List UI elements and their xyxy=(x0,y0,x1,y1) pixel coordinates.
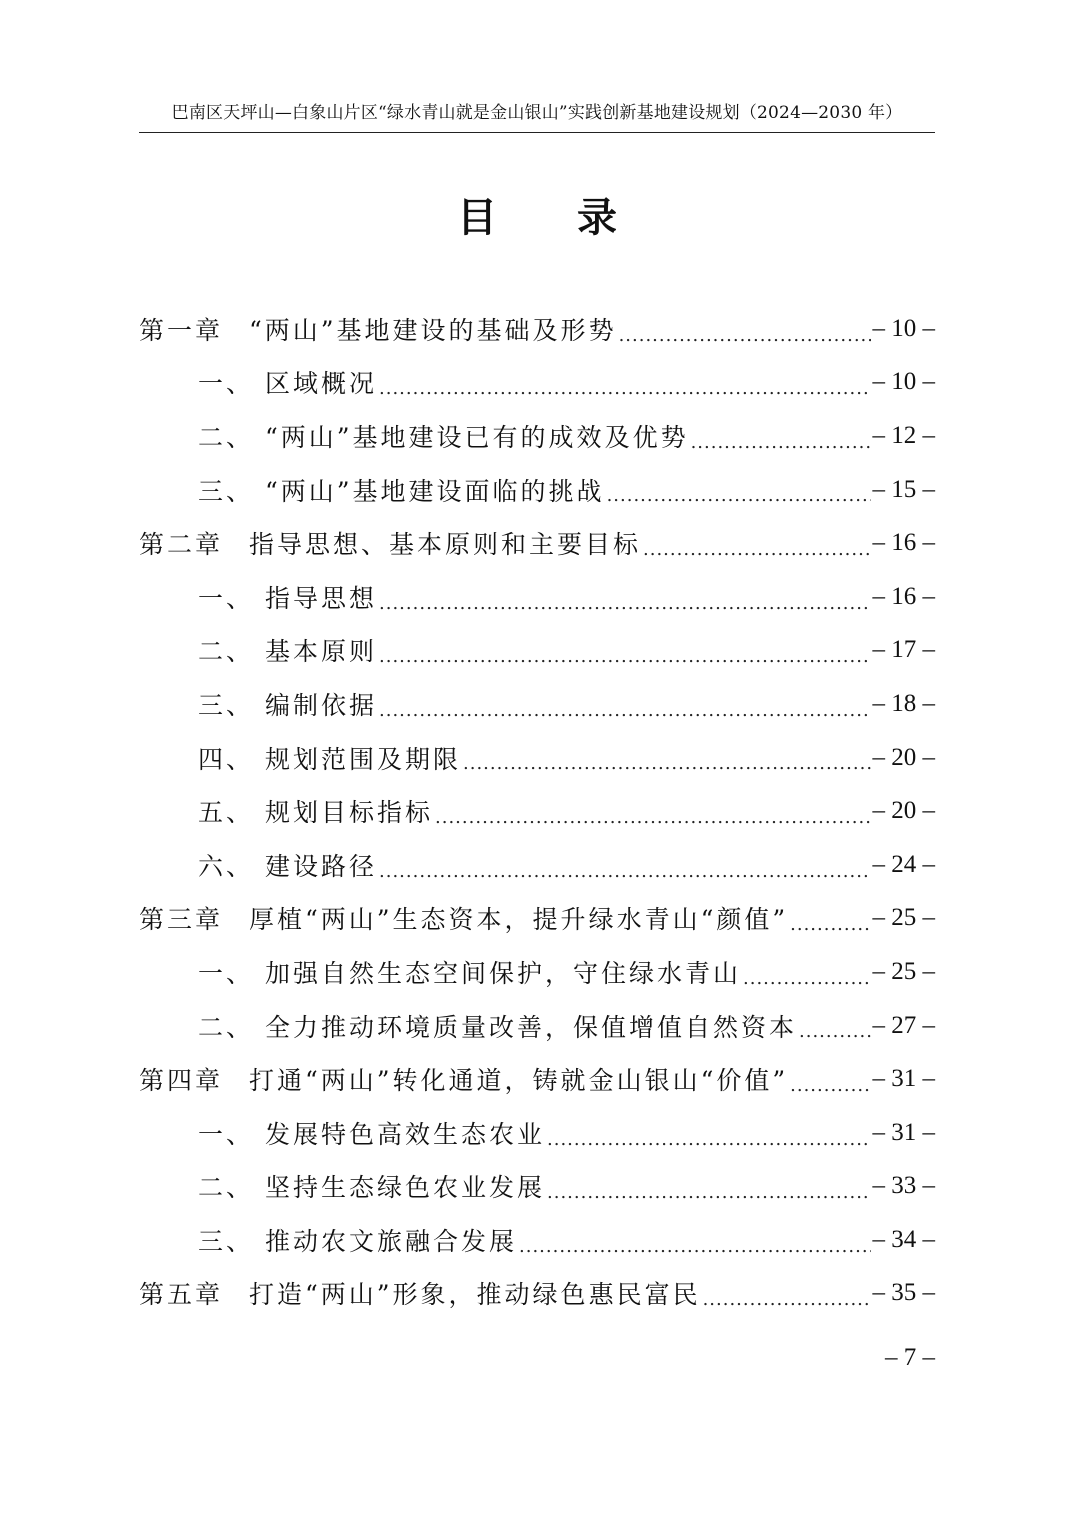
toc-section-entry[interactable] xyxy=(139,624,935,678)
toc-entry-title: “两山”基地建设面临的挑战 xyxy=(265,476,605,506)
toc-entry-page: – 27 – xyxy=(872,1011,935,1039)
toc-dot-leader xyxy=(435,808,870,838)
toc-entry-number: 一、 xyxy=(198,583,255,613)
toc-entry-number: 五、 xyxy=(198,798,255,828)
toc-entry-number: 二、 xyxy=(198,1012,255,1042)
toc-dot-leader xyxy=(691,433,871,463)
toc-entry-page: – 18 – xyxy=(872,689,935,717)
toc-entry-number: 一、 xyxy=(198,958,255,988)
toc-dot-leader xyxy=(379,594,870,624)
toc-title: 目 录 xyxy=(457,194,617,241)
toc-entry-title: 坚持生态绿色农业发展 xyxy=(265,1173,546,1203)
toc-dot-leader xyxy=(799,1022,870,1052)
toc-entry-page: – 16 – xyxy=(872,529,935,557)
toc-entry-title: “两山”基地建设已有的成效及优势 xyxy=(265,422,689,452)
toc-entry-number: 三、 xyxy=(198,476,255,506)
toc-dot-leader xyxy=(619,326,871,356)
toc-section-entry[interactable] xyxy=(139,463,935,517)
toc-entry-number: 二、 xyxy=(198,422,255,452)
table-of-contents xyxy=(139,302,935,1320)
toc-dot-leader xyxy=(547,1130,870,1160)
toc-dot-leader xyxy=(607,486,871,516)
toc-dot-leader xyxy=(643,540,870,570)
toc-entry-title: 编制依据 xyxy=(265,690,378,720)
toc-entry-number: 三、 xyxy=(198,690,255,720)
toc-dot-leader xyxy=(379,379,870,409)
toc-entry-page: – 20 – xyxy=(872,743,935,771)
toc-entry-number: 第三章 xyxy=(139,905,224,935)
toc-dot-leader xyxy=(743,969,870,999)
toc-section-entry[interactable] xyxy=(139,356,935,410)
toc-entry-page: – 10 – xyxy=(872,314,935,342)
toc-entry-page: – 33 – xyxy=(872,1172,935,1200)
page-number: – 7 – xyxy=(885,1344,935,1371)
toc-section-entry[interactable] xyxy=(139,1160,935,1214)
toc-entry-title: 加强自然生态空间保护，守住绿水青山 xyxy=(265,958,742,988)
toc-dot-leader xyxy=(463,754,870,784)
toc-entry-page: – 12 – xyxy=(872,421,935,449)
toc-entry-page: – 25 – xyxy=(872,957,935,985)
running-header: 巴南区天坪山—白象山片区“绿水青山就是金山银山”实践创新基地建设规划（2024—2030 年） xyxy=(139,100,935,133)
toc-chapter-entry[interactable] xyxy=(139,516,935,570)
toc-dot-leader xyxy=(519,1237,870,1267)
toc-section-entry[interactable] xyxy=(139,677,935,731)
toc-dot-leader xyxy=(379,862,870,892)
toc-entry-title: 基本原则 xyxy=(265,637,378,667)
toc-chapter-entry[interactable] xyxy=(139,302,935,356)
toc-entry-page: – 17 – xyxy=(872,636,935,664)
toc-entry-page: – 35 – xyxy=(872,1279,935,1307)
toc-entry-page: – 31 – xyxy=(872,1118,935,1146)
toc-dot-leader xyxy=(379,647,870,677)
toc-entry-title: “两山”基地建设的基础及形势 xyxy=(249,315,617,345)
toc-entry-title: 打造“两山”形象，推动绿色惠民富民 xyxy=(249,1280,701,1310)
toc-dot-leader xyxy=(703,1290,871,1320)
toc-section-entry[interactable] xyxy=(139,1213,935,1267)
toc-section-entry[interactable] xyxy=(139,784,935,838)
toc-entry-title: 发展特色高效生态农业 xyxy=(265,1119,546,1149)
toc-entry-title: 区域概况 xyxy=(265,369,378,399)
toc-section-entry[interactable] xyxy=(139,570,935,624)
toc-section-entry[interactable] xyxy=(139,1106,935,1160)
toc-entry-page: – 16 – xyxy=(872,582,935,610)
toc-entry-page: – 10 – xyxy=(872,368,935,396)
toc-dot-leader xyxy=(790,915,870,945)
toc-entry-page: – 15 – xyxy=(872,475,935,503)
toc-entry-title: 推动农文旅融合发展 xyxy=(265,1226,518,1256)
toc-entry-number: 一、 xyxy=(198,369,255,399)
toc-entry-number: 六、 xyxy=(198,851,255,881)
toc-entry-title: 规划范围及期限 xyxy=(265,744,462,774)
toc-chapter-entry[interactable] xyxy=(139,1052,935,1106)
toc-section-entry[interactable] xyxy=(139,409,935,463)
toc-chapter-entry[interactable] xyxy=(139,892,935,946)
toc-entry-page: – 25 – xyxy=(872,904,935,932)
toc-section-entry[interactable] xyxy=(139,945,935,999)
toc-entry-title: 厚植“两山”生态资本，提升绿水青山“颜值” xyxy=(249,905,789,935)
toc-entry-number: 第五章 xyxy=(139,1280,224,1310)
toc-entry-title: 全力推动环境质量改善，保值增值自然资本 xyxy=(265,1012,798,1042)
toc-entry-page: – 24 – xyxy=(872,850,935,878)
toc-entry-title: 规划目标指标 xyxy=(265,798,434,828)
toc-section-entry[interactable] xyxy=(139,838,935,892)
toc-entry-title: 指导思想 xyxy=(265,583,378,613)
toc-entry-number: 四、 xyxy=(198,744,255,774)
toc-entry-number: 第四章 xyxy=(139,1066,224,1096)
toc-dot-leader xyxy=(379,701,870,731)
toc-chapter-entry[interactable] xyxy=(139,1267,935,1321)
toc-dot-leader xyxy=(790,1076,870,1106)
toc-entry-number: 第二章 xyxy=(139,530,224,560)
toc-entry-number: 第一章 xyxy=(139,315,224,345)
toc-entry-number: 三、 xyxy=(198,1226,255,1256)
toc-entry-page: – 31 – xyxy=(872,1065,935,1093)
toc-entry-number: 二、 xyxy=(198,1173,255,1203)
toc-section-entry[interactable] xyxy=(139,731,935,785)
toc-entry-page: – 20 – xyxy=(872,797,935,825)
toc-entry-number: 二、 xyxy=(198,637,255,667)
toc-dot-leader xyxy=(547,1183,870,1213)
toc-entry-title: 打通“两山”转化通道，铸就金山银山“价值” xyxy=(249,1066,789,1096)
toc-entry-title: 建设路径 xyxy=(265,851,378,881)
toc-entry-number: 一、 xyxy=(198,1119,255,1149)
toc-section-entry[interactable] xyxy=(139,999,935,1053)
toc-entry-page: – 34 – xyxy=(872,1225,935,1253)
toc-entry-title: 指导思想、基本原则和主要目标 xyxy=(249,530,642,560)
